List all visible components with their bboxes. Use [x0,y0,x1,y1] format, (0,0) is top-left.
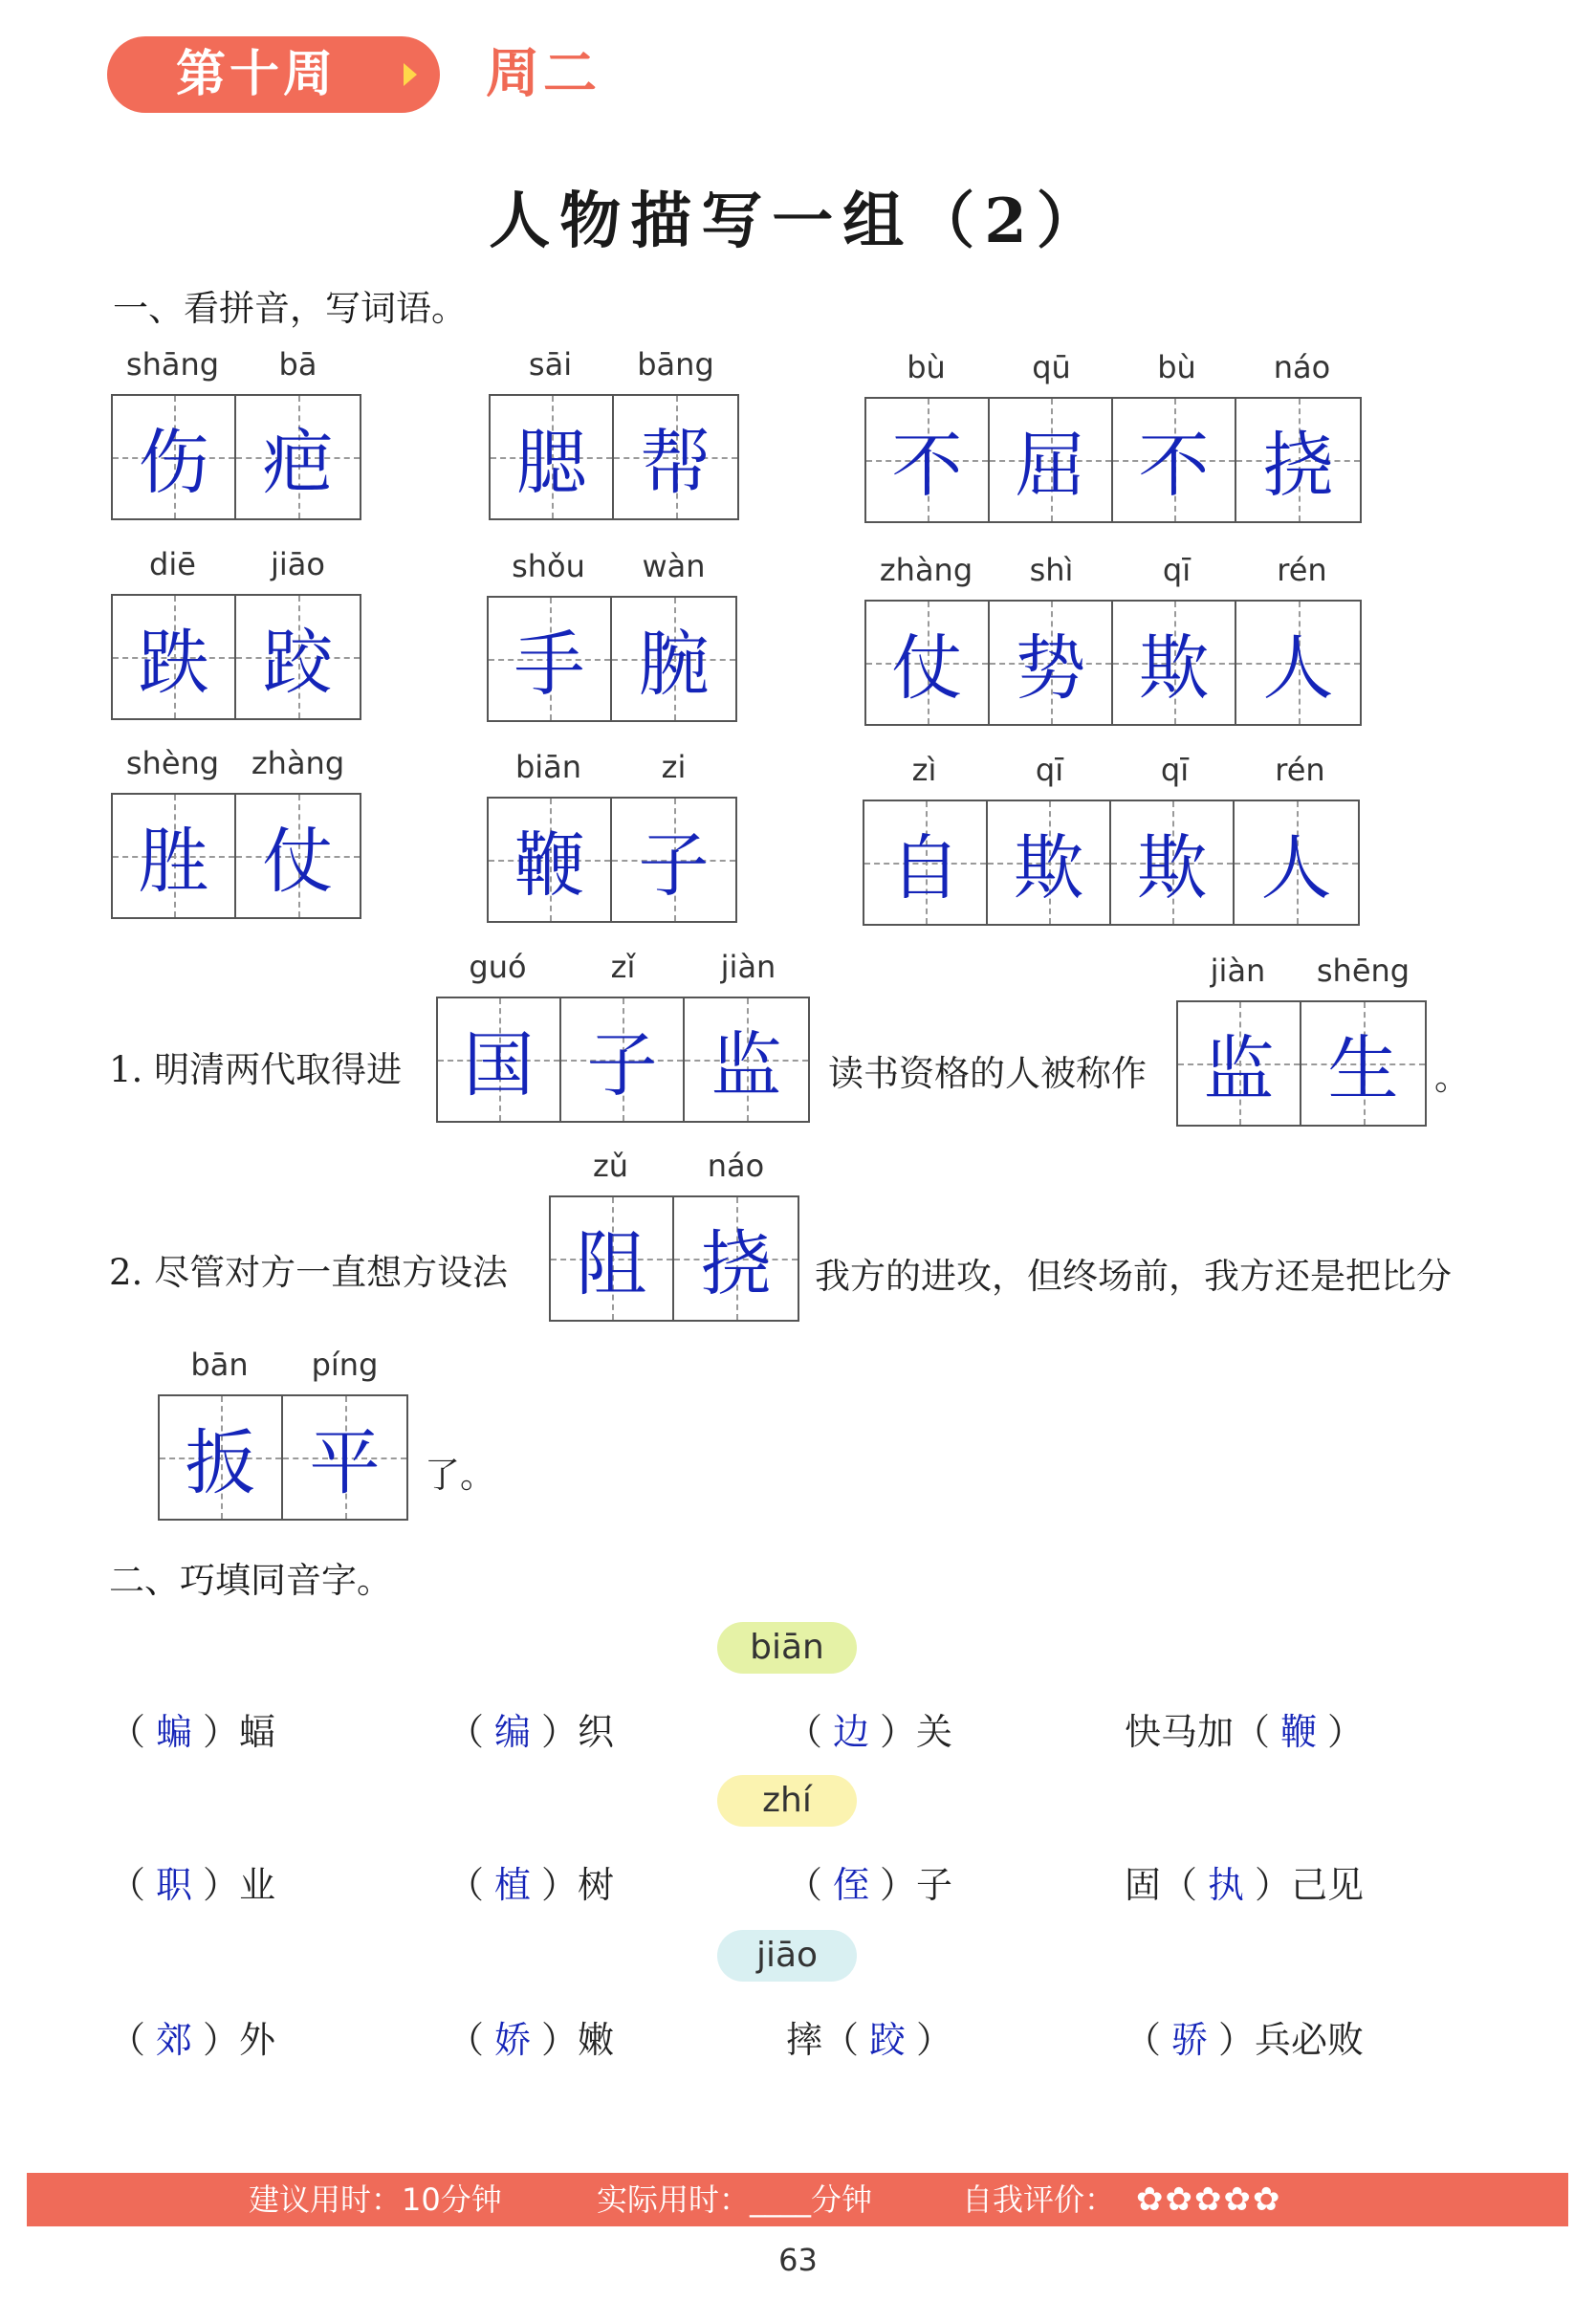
word-grid-6-pinyin: zhàng [879,552,973,588]
answer-blank[interactable]: 侄 [833,1864,870,1906]
answer-char: 伤 [138,422,209,504]
sentence-2-grid-b-pinyin: píng [311,1347,379,1383]
sentence-2-grid-a-pinyin: zǔ [592,1148,629,1184]
answer-cell[interactable] [1111,801,1235,924]
word-grid-6-pinyin: rén [1277,552,1327,588]
answer-char: 不 [1138,425,1210,507]
homophone-item [448,1855,614,1908]
answer-cell[interactable] [236,396,360,518]
word-grid-9-pinyin: qī [1035,752,1064,788]
answer-blank[interactable]: 跤 [869,2019,907,2061]
word-grid-3 [864,397,1362,523]
answer-char: 阻 [576,1223,647,1305]
pinyin-label: biān [717,1622,857,1674]
sentence-1-grid-b-pinyin: jiàn [1210,953,1266,989]
word-grid-6-pinyin: shì [1029,552,1074,588]
answer-cell[interactable] [489,598,612,720]
answer-cell[interactable] [113,596,236,718]
rating-stars-icon[interactable]: ✿✿✿✿✿ [1136,2181,1282,2219]
week-badge [107,36,440,113]
item-prefix: 固（ [1125,1864,1198,1906]
sentence-1-end: 。 [1434,1057,1470,1098]
answer-char: 势 [1015,627,1086,710]
answer-char: 腮 [515,422,587,504]
word-grid-7-pinyin: zhàng [251,745,345,781]
suggested-time: 建议用时：10分钟 [249,2181,502,2218]
answer-cell[interactable] [990,602,1113,724]
answer-cell[interactable] [612,598,735,720]
answer-char: 自 [889,827,961,909]
word-grid-2 [489,394,739,520]
answer-char: 挠 [700,1223,772,1305]
sentence-1-grid-a-pinyin: guó [469,949,527,985]
item-prefix: 快马加（ [1125,1711,1271,1753]
section2-heading: 二、巧填同音字。 [109,1560,392,1601]
answer-char: 人 [1260,827,1332,909]
item-prefix: （ [786,1864,823,1906]
answer-char: 平 [309,1422,381,1504]
lesson-title: 人物描写一组（2） [489,186,1107,257]
word-grid-7 [111,793,361,919]
homophone-item [448,1702,614,1755]
item-prefix: （ [448,1711,485,1753]
item-prefix: （ [1125,2019,1162,2061]
answer-char: 监 [711,1024,782,1107]
answer-cell[interactable] [1235,801,1358,924]
item-suffix: ） [1327,1711,1365,1753]
answer-cell[interactable] [1113,602,1236,724]
item-prefix: 摔（ [786,2019,860,2061]
item-suffix: ）业 [203,1864,276,1906]
sentence-2-grid-a [549,1195,799,1322]
answer-char: 手 [514,624,585,706]
page-number: 63 [778,2242,818,2278]
answer-blank[interactable]: 边 [833,1711,870,1753]
homophone-item [109,2010,275,2063]
item-suffix: ）织 [541,1711,615,1753]
answer-blank[interactable]: 娇 [494,2019,532,2061]
word-grid-8 [487,797,737,923]
word-grid-3-pinyin: bù [1157,349,1196,385]
answer-char: 挠 [1262,425,1334,507]
answer-cell[interactable] [866,399,990,521]
answer-cell[interactable] [561,998,685,1121]
item-prefix: （ [109,1711,146,1753]
answer-cell[interactable] [489,799,612,921]
answer-char: 子 [586,1024,658,1107]
answer-cell[interactable] [438,998,561,1121]
sentence-2-end: 了。 [425,1455,495,1496]
homophone-item [1125,1702,1364,1755]
answer-cell[interactable] [160,1396,283,1519]
answer-char: 跤 [262,622,334,704]
item-suffix: ）子 [880,1864,953,1906]
sentence-1-grid-a-pinyin: zǐ [610,949,636,985]
answer-cell[interactable] [1236,399,1360,521]
homophone-item [786,1702,952,1755]
answer-char: 欺 [1138,627,1210,710]
answer-cell[interactable] [283,1396,406,1519]
word-grid-8-pinyin: zi [661,749,687,785]
sentence-1-middle: 读书资格的人被称作 [828,1053,1147,1094]
answer-blank[interactable]: 植 [494,1864,532,1906]
answer-char: 腕 [638,624,710,706]
answer-char: 仗 [891,627,963,710]
word-grid-1-pinyin: shāng [125,346,220,383]
homophone-item [1125,2010,1364,2063]
answer-blank[interactable]: 蝙 [156,1711,193,1753]
answer-char: 人 [1262,627,1334,710]
footer-bar [27,2173,1568,2226]
homophone-item [448,2010,614,2063]
answer-cell[interactable] [612,799,735,921]
answer-cell[interactable] [674,1197,798,1320]
item-prefix: （ [448,1864,485,1906]
sentence-2-before: 2. 尽管对方一直想方设法 [109,1252,509,1293]
answer-cell[interactable] [864,801,988,924]
answer-blank[interactable]: 编 [494,1711,532,1753]
item-suffix: ）蝠 [203,1711,276,1753]
sentence-1-grid-a [436,997,810,1123]
word-grid-4-pinyin: jiāo [271,546,325,582]
answer-char: 跌 [138,622,209,704]
homophone-item [1125,1855,1364,1908]
answer-cell[interactable] [988,801,1111,924]
word-grid-5 [487,596,737,722]
word-grid-2-pinyin: sāi [528,346,573,383]
answer-char: 胜 [138,821,209,903]
answer-cell[interactable] [236,596,360,718]
pinyin-label: jiāo [717,1930,857,1982]
word-grid-9-pinyin: rén [1275,752,1325,788]
answer-char: 帮 [640,422,711,504]
word-grid-7-pinyin: shèng [125,745,220,781]
sentence-2-grid-b-pinyin: bān [190,1347,249,1383]
answer-cell[interactable] [614,396,737,518]
word-grid-9-pinyin: zì [911,752,937,788]
word-grid-9-pinyin: qī [1160,752,1190,788]
answer-cell[interactable] [113,795,236,917]
actual-time: 实际用时：____分钟 [597,2181,873,2218]
answer-cell[interactable] [1178,1002,1301,1125]
word-grid-5-pinyin: wàn [642,548,706,584]
answer-cell[interactable] [1301,1002,1425,1125]
answer-cell[interactable] [685,998,808,1121]
section1-heading: 一、看拼音，写词语。 [113,288,467,329]
word-grid-8-pinyin: biān [514,749,582,785]
answer-char: 欺 [1013,827,1084,909]
answer-char: 鞭 [514,824,585,907]
word-grid-9 [863,800,1360,926]
sentence-2-middle: 我方的进攻，但终场前，我方还是把比分 [815,1256,1452,1297]
item-prefix: （ [448,2019,485,2061]
answer-cell[interactable] [1113,399,1236,521]
answer-cell[interactable] [551,1197,674,1320]
sentence-1-grid-a-pinyin: jiàn [720,949,776,985]
answer-char: 生 [1327,1028,1399,1110]
sentence-1-grid-b [1176,1000,1427,1127]
word-grid-6-pinyin: qī [1162,552,1192,588]
word-grid-3-pinyin: bù [907,349,946,385]
answer-char: 不 [891,425,963,507]
sentence-1-grid-b-pinyin: shēng [1316,953,1410,989]
sentence-1-before: 1. 明清两代取得进 [109,1049,403,1090]
answer-char: 仗 [262,821,334,903]
answer-char: 疤 [262,422,334,504]
word-grid-1-pinyin: bā [278,346,317,383]
answer-char: 监 [1203,1028,1275,1110]
item-suffix: ）己见 [1255,1864,1365,1906]
answer-blank[interactable]: 郊 [156,2019,193,2061]
item-prefix: （ [786,1711,823,1753]
word-grid-5-pinyin: shǒu [512,548,585,584]
answer-cell[interactable] [491,396,614,518]
homophone-item [109,1702,275,1755]
word-grid-4-pinyin: diē [149,546,196,582]
word-grid-1 [111,394,361,520]
answer-cell[interactable] [113,396,236,518]
answer-char: 欺 [1136,827,1208,909]
answer-cell[interactable] [236,795,360,917]
homophone-item [786,1855,952,1908]
item-suffix: ）嫩 [541,2019,615,2061]
answer-blank[interactable]: 职 [156,1864,193,1906]
self-evaluation-label: 自我评价： [962,2181,1116,2218]
sentence-2-grid-b [158,1394,408,1521]
word-grid-6 [864,600,1362,726]
answer-cell[interactable] [1236,602,1360,724]
item-suffix: ） [916,2019,953,2061]
day-label: 周二 [486,43,601,105]
item-suffix: ）树 [541,1864,615,1906]
homophone-item [109,1855,275,1908]
word-grid-3-pinyin: qū [1032,349,1071,385]
item-suffix: ）外 [203,2019,276,2061]
week-label: 第十周 [176,46,338,103]
item-suffix: ）关 [880,1711,953,1753]
homophone-item [786,2010,952,2063]
item-prefix: （ [109,2019,146,2061]
item-prefix: （ [109,1864,146,1906]
answer-blank[interactable]: 鞭 [1280,1711,1318,1753]
answer-char: 扳 [185,1422,256,1504]
word-grid-4 [111,594,361,720]
arrow-right-icon [404,63,417,86]
answer-char: 屈 [1015,425,1086,507]
answer-char: 子 [638,824,710,907]
answer-cell[interactable] [990,399,1113,521]
sentence-2-grid-a-pinyin: náo [707,1148,765,1184]
answer-cell[interactable] [866,602,990,724]
answer-blank[interactable]: 骄 [1171,2019,1209,2061]
word-grid-2-pinyin: bāng [637,346,714,383]
item-suffix: ）兵必败 [1218,2019,1365,2061]
word-grid-3-pinyin: náo [1273,349,1331,385]
pinyin-label: zhí [717,1775,857,1827]
answer-char: 国 [463,1024,535,1107]
answer-blank[interactable]: 执 [1208,1864,1245,1906]
